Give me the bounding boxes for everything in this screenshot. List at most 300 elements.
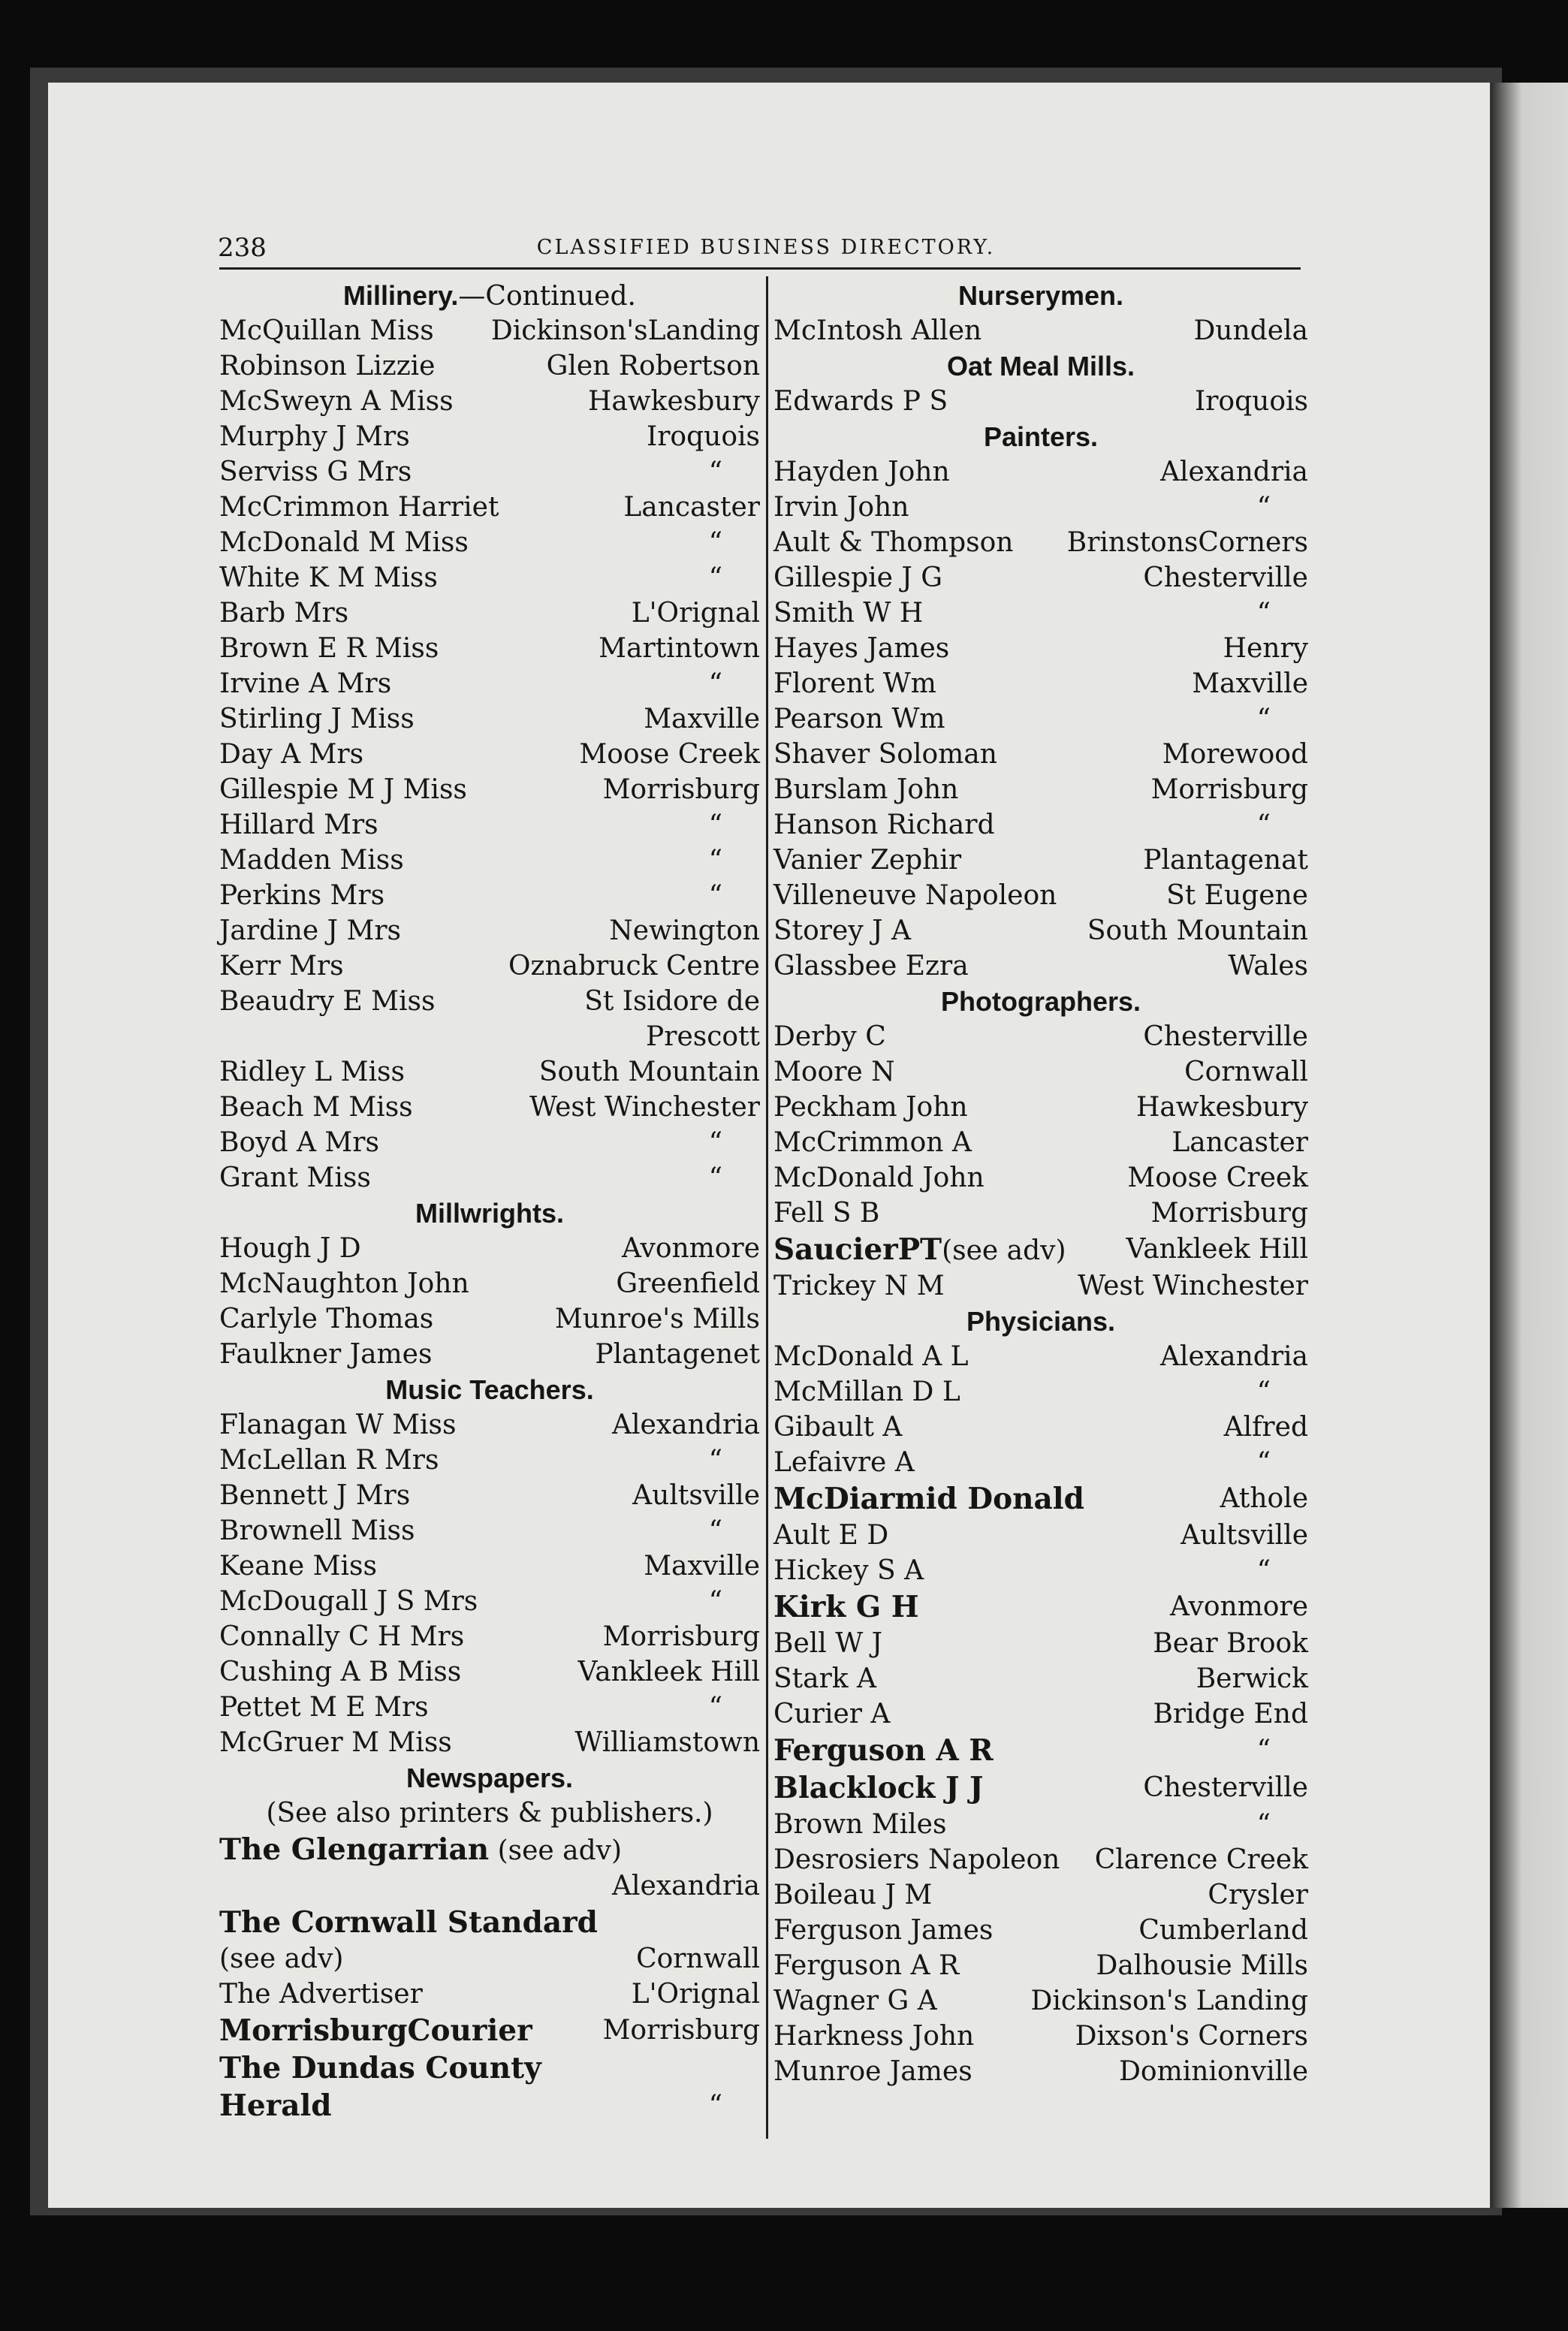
directory-entry (773, 1518, 1308, 1553)
section-heading-text: Oat Meal Mills. (946, 351, 1135, 381)
entry-location: Munroe's Mills (554, 1304, 760, 1334)
directory-entry (219, 1868, 760, 1904)
section-heading (219, 1196, 760, 1231)
directory-entry (219, 1231, 760, 1266)
entry-name: (see adv) (219, 1944, 344, 1974)
entry-name: Derby C (773, 1021, 886, 1052)
entry-location: “ (1256, 1377, 1271, 1407)
entry-name: Fell S B (773, 1198, 880, 1229)
entry-location: Bridge End (1153, 1699, 1308, 1729)
entry-name: Villeneuve Napoleon (773, 880, 1057, 911)
entry-name: Pearson Wm (773, 704, 945, 734)
directory-entry (219, 1548, 760, 1584)
directory-entry (773, 454, 1308, 490)
directory-entry (219, 843, 760, 878)
entry-location: Lancaster (623, 492, 760, 523)
entry-location: Moose Creek (1127, 1162, 1308, 1193)
directory-entry (219, 1054, 760, 1090)
entry-name: Hayes James (773, 633, 950, 664)
entry-name: Flanagan W Miss (219, 1410, 457, 1440)
directory-entry (773, 1445, 1308, 1480)
entry-location: “ (708, 1445, 722, 1476)
directory-entry (773, 1339, 1308, 1374)
directory-entry (773, 807, 1308, 843)
directory-entry (773, 525, 1308, 560)
entry-location: Plantagenat (1143, 845, 1308, 876)
entry-location: Avonmore (621, 1233, 760, 1264)
directory-entry (219, 454, 760, 490)
entry-name: McCrimmon Harriet (219, 492, 499, 523)
entry-location: Henry (1223, 633, 1308, 664)
entry-name: Ferguson A R (773, 1950, 960, 1981)
entry-location: Alexandria (612, 1410, 760, 1440)
entry-name: McDonald A L (773, 1341, 969, 1372)
directory-entry (219, 1443, 760, 1478)
directory-entry (773, 1480, 1308, 1518)
directory-entry (773, 1983, 1308, 2019)
entry-location: “ (1256, 810, 1271, 840)
entry-location: Plantagenet (595, 1339, 760, 1370)
entry-location: “ (708, 1127, 722, 1158)
directory-entry (773, 1196, 1308, 1231)
directory-entry (773, 878, 1308, 913)
entry-location: “ (708, 810, 722, 840)
entry-location: Alexandria (612, 1871, 760, 1901)
entry-location: “ (1256, 1447, 1271, 1478)
section-heading (773, 419, 1308, 454)
header-rule (219, 267, 1301, 270)
section-heading-text: Painters. (983, 421, 1099, 452)
directory-entry (773, 1948, 1308, 1983)
entry-name: Herald (219, 2088, 332, 2123)
section-heading (219, 1760, 760, 1796)
entry-location: Bear Brook (1153, 1628, 1308, 1659)
entry-name: Burslam John (773, 774, 959, 805)
entry-location: Chesterville (1143, 1772, 1308, 1803)
entry-name: McDiarmid Donald (773, 1482, 1084, 1516)
entry-name: Kerr Mrs (219, 951, 344, 982)
entry-location: “ (1256, 1555, 1271, 1586)
entry-location: Avonmore (1169, 1591, 1308, 1622)
directory-entry (219, 1301, 760, 1337)
entry-name: McQuillan Miss (219, 315, 434, 346)
entry-location: West Winchester (529, 1092, 760, 1123)
entry-name: Brown E R Miss (219, 633, 439, 664)
directory-entry (773, 1842, 1308, 1877)
entry-name: Keane Miss (219, 1551, 377, 1582)
entry-name: Desrosiers Napoleon (773, 1844, 1060, 1875)
entry-location: Aultsville (632, 1480, 760, 1511)
entry-name: Barb Mrs (219, 598, 349, 629)
directory-entry (219, 2087, 760, 2124)
directory-entry (219, 737, 760, 772)
entry-location: West Winchester (1078, 1271, 1308, 1301)
entry-name: Serviss G Mrs (219, 457, 412, 487)
directory-entry (219, 1904, 760, 1941)
entry-location: “ (708, 668, 722, 699)
directory-entry (773, 596, 1308, 631)
entry-name: Robinson Lizzie (219, 351, 436, 381)
entry-location: “ (708, 845, 722, 876)
entry-name: McSweyn A Miss (219, 386, 454, 417)
entry-name: Curier A (773, 1699, 891, 1729)
entry-name: Ridley L Miss (219, 1057, 405, 1087)
entry-location: Vankleek Hill (1126, 1234, 1308, 1265)
entry-location: Alfred (1223, 1412, 1308, 1443)
directory-entry (773, 1877, 1308, 1913)
directory-entry (773, 1913, 1308, 1948)
directory-entry (219, 1125, 760, 1160)
entry-location: L'Orignal (631, 598, 760, 629)
directory-entry (773, 843, 1308, 878)
entry-name: Cushing A B Miss (219, 1657, 462, 1687)
entry-location: “ (708, 527, 722, 558)
directory-entry (773, 913, 1308, 948)
directory-entry (773, 948, 1308, 984)
entry-location: Morrisburg (602, 2015, 760, 2046)
entry-location: “ (708, 1162, 722, 1193)
directory-entry (219, 701, 760, 737)
entry-name: Hillard Mrs (219, 810, 378, 840)
entry-location: “ (1256, 704, 1271, 734)
directory-entry (219, 1478, 760, 1513)
directory-entry (219, 1266, 760, 1301)
entry-location: South Mountain (538, 1057, 760, 1087)
entry-location: Cumberland (1138, 1915, 1308, 1946)
entry-name: Gillespie M J Miss (219, 774, 467, 805)
section-heading (219, 1372, 760, 1407)
directory-entry (773, 1268, 1308, 1304)
entry-name: McDonald M Miss (219, 527, 469, 558)
entry-location: “ (708, 1692, 722, 1723)
entry-name: Wagner G A (773, 1986, 937, 2016)
continued-label: —Continued. (458, 281, 636, 312)
entry-location: Athole (1220, 1483, 1308, 1514)
entry-location: Maxville (1192, 668, 1308, 699)
directory-entry (773, 1588, 1308, 1626)
entry-name: Brown Miles (773, 1809, 947, 1840)
entry-location: “ (708, 562, 722, 593)
directory-entry (773, 1160, 1308, 1196)
directory-entry (773, 2019, 1308, 2054)
directory-entry (219, 560, 760, 596)
section-heading (773, 278, 1308, 313)
entry-location: Clarence Creek (1094, 1844, 1308, 1875)
entry-name: Gillespie J G (773, 562, 943, 593)
directory-entry (219, 348, 760, 384)
entry-location: Glen Robertson (546, 351, 760, 381)
right-column (773, 278, 1308, 2089)
running-head: CLASSIFIED BUSINESS DIRECTORY. (536, 236, 996, 259)
entry-name: Day A Mrs (219, 739, 364, 770)
entry-location: Iroquois (647, 421, 760, 452)
directory-entry (219, 1690, 760, 1725)
directory-entry (773, 701, 1308, 737)
entry-name: White K M Miss (219, 562, 438, 593)
directory-entry (773, 666, 1308, 701)
entry-location: “ (708, 2090, 722, 2121)
entry-location: Oznabruck Centre (508, 951, 760, 982)
directory-entry (219, 1584, 760, 1619)
entry-name: Beaudry E Miss (219, 986, 436, 1017)
directory-entry (219, 525, 760, 560)
entry-name: The Cornwall Standard (219, 1905, 598, 1940)
entry-name: Irvine A Mrs (219, 668, 392, 699)
entry-location: Cornwall (1184, 1057, 1308, 1087)
entry-name: Kirk G H (773, 1590, 919, 1624)
entry-location: Iroquois (1195, 386, 1308, 417)
directory-entry (773, 1807, 1308, 1842)
directory-entry (219, 1619, 760, 1654)
left-column (219, 278, 760, 2124)
entry-location: “ (1256, 598, 1271, 629)
entry-name: Shaver Soloman (773, 739, 997, 770)
entry-location: Alexandria (1160, 457, 1308, 487)
entry-name: Connally C H Mrs (219, 1621, 465, 1652)
directory-entry (773, 631, 1308, 666)
directory-entry (219, 1725, 760, 1760)
entry-name: Smith W H (773, 598, 924, 629)
entry-name: The Glengarrian (see adv) (219, 1832, 623, 1867)
section-heading-text: Millwrights. (415, 1198, 564, 1229)
section-note: (See also printers & publishers.) (266, 1798, 713, 1829)
section-heading (219, 278, 760, 313)
entry-name: SaucierPT(see adv) (773, 1232, 1066, 1267)
entry-name: Hayden John (773, 457, 950, 487)
entry-name: Pettet M E Mrs (219, 1692, 429, 1723)
directory-entry (219, 490, 760, 525)
entry-note: (see adv) (489, 1835, 623, 1866)
entry-location: Aultsville (1181, 1520, 1308, 1551)
section-heading (773, 348, 1308, 384)
entry-name: Faulkner James (219, 1339, 433, 1370)
directory-entry (219, 1160, 760, 1196)
directory-entry (219, 948, 760, 984)
entry-name: McIntosh Allen (773, 315, 982, 346)
entry-location: “ (708, 1586, 722, 1617)
entry-location: Berwick (1196, 1663, 1308, 1694)
entry-location: Vankleek Hill (577, 1657, 760, 1687)
entry-name: Storey J A (773, 915, 911, 946)
directory-entry (219, 2049, 760, 2087)
entry-name: Jardine J Mrs (219, 915, 402, 946)
entry-name: Irvin John (773, 492, 909, 523)
directory-entry (773, 1553, 1308, 1588)
section-heading (773, 1304, 1308, 1339)
entry-note: (see adv) (942, 1235, 1066, 1266)
entry-name: Glassbee Ezra (773, 951, 969, 982)
entry-location: BrinstonsCorners (1066, 527, 1308, 558)
entry-location: Chesterville (1143, 1021, 1308, 1052)
entry-name: Bennett J Mrs (219, 1480, 411, 1511)
entry-name: Edwards P S (773, 386, 948, 417)
section-heading-text: Millinery. (343, 280, 459, 311)
section-heading-text: Nurserymen. (957, 280, 1124, 311)
directory-entry (219, 631, 760, 666)
section-heading (773, 984, 1308, 1019)
entry-name: McNaughton John (219, 1268, 469, 1299)
directory-entry (219, 596, 760, 631)
entry-location: Moose Creek (579, 739, 760, 770)
directory-entry (773, 1661, 1308, 1696)
entry-name: Gibault A (773, 1412, 903, 1443)
entry-location: Wales (1228, 951, 1308, 982)
entry-location: Maxville (644, 704, 760, 734)
directory-entry (219, 913, 760, 948)
entry-location: Morrisburg (602, 1621, 760, 1652)
entry-location: Greenfield (616, 1268, 760, 1299)
entry-name: McDougall J S Mrs (219, 1586, 478, 1617)
directory-entry (773, 1374, 1308, 1410)
entry-location: Dixson's Corners (1075, 2021, 1308, 2052)
entry-location: Morrisburg (1150, 1198, 1308, 1229)
directory-entry (773, 1054, 1308, 1090)
directory-entry (219, 1337, 760, 1372)
entry-location: Dundela (1193, 315, 1308, 346)
directory-entry (219, 772, 760, 807)
directory-entry (773, 560, 1308, 596)
directory-entry (773, 2054, 1308, 2089)
directory-entry (219, 984, 760, 1019)
entry-name: McDonald John (773, 1162, 985, 1193)
entry-name: McLellan R Mrs (219, 1445, 439, 1476)
directory-entry (773, 1231, 1308, 1268)
entry-location: Crysler (1208, 1880, 1308, 1910)
entry-location: “ (1256, 1809, 1271, 1840)
entry-name: Ferguson James (773, 1915, 994, 1946)
directory-entry (773, 737, 1308, 772)
entry-name: Lefaivre A (773, 1447, 915, 1478)
directory-entry (773, 1090, 1308, 1125)
entry-name: Madden Miss (219, 845, 404, 876)
entry-location: Morewood (1162, 739, 1308, 770)
directory-entry (773, 1125, 1308, 1160)
entry-name: Harkness John (773, 2021, 975, 2052)
entry-name: Trickey N M (773, 1271, 945, 1301)
entry-name: MorrisburgCourier (219, 2013, 532, 2048)
directory-entry (219, 313, 760, 348)
entry-location: Alexandria (1160, 1341, 1308, 1372)
entry-name: Stark A (773, 1663, 877, 1694)
directory-entry (219, 878, 760, 913)
entry-name: Grant Miss (219, 1162, 371, 1193)
directory-entry (219, 1831, 760, 1868)
directory-entry (219, 1513, 760, 1548)
directory-entry (773, 1410, 1308, 1445)
directory-entry (219, 1941, 760, 1977)
directory-entry (773, 1696, 1308, 1732)
entry-name: Hanson Richard (773, 810, 995, 840)
entry-location: Martintown (599, 633, 760, 664)
entry-name: Hickey S A (773, 1555, 924, 1586)
entry-name: Boyd A Mrs (219, 1127, 379, 1158)
directory-entry (773, 384, 1308, 419)
entry-name: Brownell Miss (219, 1515, 415, 1546)
directory-entry (219, 2012, 760, 2049)
entry-location: Dickinson'sLanding (490, 315, 760, 346)
directory-entry (773, 490, 1308, 525)
column-divider (766, 276, 768, 2139)
entry-name: Moore N (773, 1057, 895, 1087)
directory-entry (773, 772, 1308, 807)
entry-location: “ (708, 1515, 722, 1546)
directory-entry (773, 1732, 1308, 1769)
entry-name: Ault & Thompson (773, 527, 1014, 558)
entry-location: Maxville (644, 1551, 760, 1582)
entry-name: Boileau J M (773, 1880, 933, 1910)
directory-entry (219, 1977, 760, 2012)
section-heading-text: Photographers. (940, 986, 1141, 1017)
entry-name: Munroe James (773, 2056, 972, 2087)
entry-name: McMillan D L (773, 1377, 960, 1407)
entry-location: Dickinson's Landing (1030, 1986, 1308, 2016)
entry-location: L'Orignal (631, 1979, 760, 2010)
directory-entry (219, 1407, 760, 1443)
directory-entry (773, 1019, 1308, 1054)
entry-name: Bell W J (773, 1628, 883, 1659)
entry-name: Ferguson A R (773, 1733, 994, 1768)
entry-location: Chesterville (1143, 562, 1308, 593)
entry-location: Dominionville (1119, 2056, 1308, 2087)
entry-location: St Eugene (1166, 880, 1308, 911)
entry-name: Stirling J Miss (219, 704, 415, 734)
entry-location: St Isidore de (584, 986, 760, 1017)
entry-name: Perkins Mrs (219, 880, 385, 911)
entry-location: “ (708, 457, 722, 487)
entry-location: Hawkesbury (587, 386, 760, 417)
entry-location: South Mountain (1087, 915, 1308, 946)
directory-entry (773, 1769, 1308, 1807)
section-heading-text: Music Teachers. (385, 1374, 594, 1405)
entry-name: Hough J D (219, 1233, 361, 1264)
directory-entry (219, 384, 760, 419)
entry-location: “ (1256, 1735, 1271, 1766)
directory-entry (219, 1090, 760, 1125)
directory-entry (219, 1654, 760, 1690)
entry-location: Newington (609, 915, 760, 946)
directory-entry (219, 419, 760, 454)
entry-name: Murphy J Mrs (219, 421, 410, 452)
entry-location: Hawkesbury (1135, 1092, 1308, 1123)
entry-name: Peckham John (773, 1092, 968, 1123)
entry-name: Vanier Zephir (773, 845, 962, 876)
entry-location: Morrisburg (602, 774, 760, 805)
page-header (218, 233, 1314, 266)
entry-name: Blacklock J J (773, 1771, 984, 1805)
entry-name: Florent Wm (773, 668, 936, 699)
facing-page-edge (1491, 83, 1568, 2208)
entry-location: Morrisburg (1150, 774, 1308, 805)
directory-entry (219, 666, 760, 701)
entry-name: The Advertiser (219, 1979, 423, 2010)
section-heading-text: Newspapers. (406, 1763, 574, 1793)
entry-name: McGruer M Miss (219, 1727, 452, 1758)
entry-name: Ault E D (773, 1520, 889, 1551)
entry-location: Lancaster (1171, 1127, 1308, 1158)
entry-location: Prescott (646, 1021, 760, 1052)
entry-location: “ (1256, 492, 1271, 523)
entry-location: Cornwall (636, 1944, 760, 1974)
entry-location: Williamstown (574, 1727, 760, 1758)
page-number: 238 (218, 233, 267, 263)
entry-name: McCrimmon A (773, 1127, 972, 1158)
entry-name: Carlyle Thomas (219, 1304, 434, 1334)
entry-name: The Dundas County (219, 2051, 541, 2085)
entry-location: Dalhousie Mills (1096, 1950, 1308, 1981)
entry-name: Beach M Miss (219, 1092, 413, 1123)
entry-location: “ (708, 880, 722, 911)
directory-entry (773, 313, 1308, 348)
